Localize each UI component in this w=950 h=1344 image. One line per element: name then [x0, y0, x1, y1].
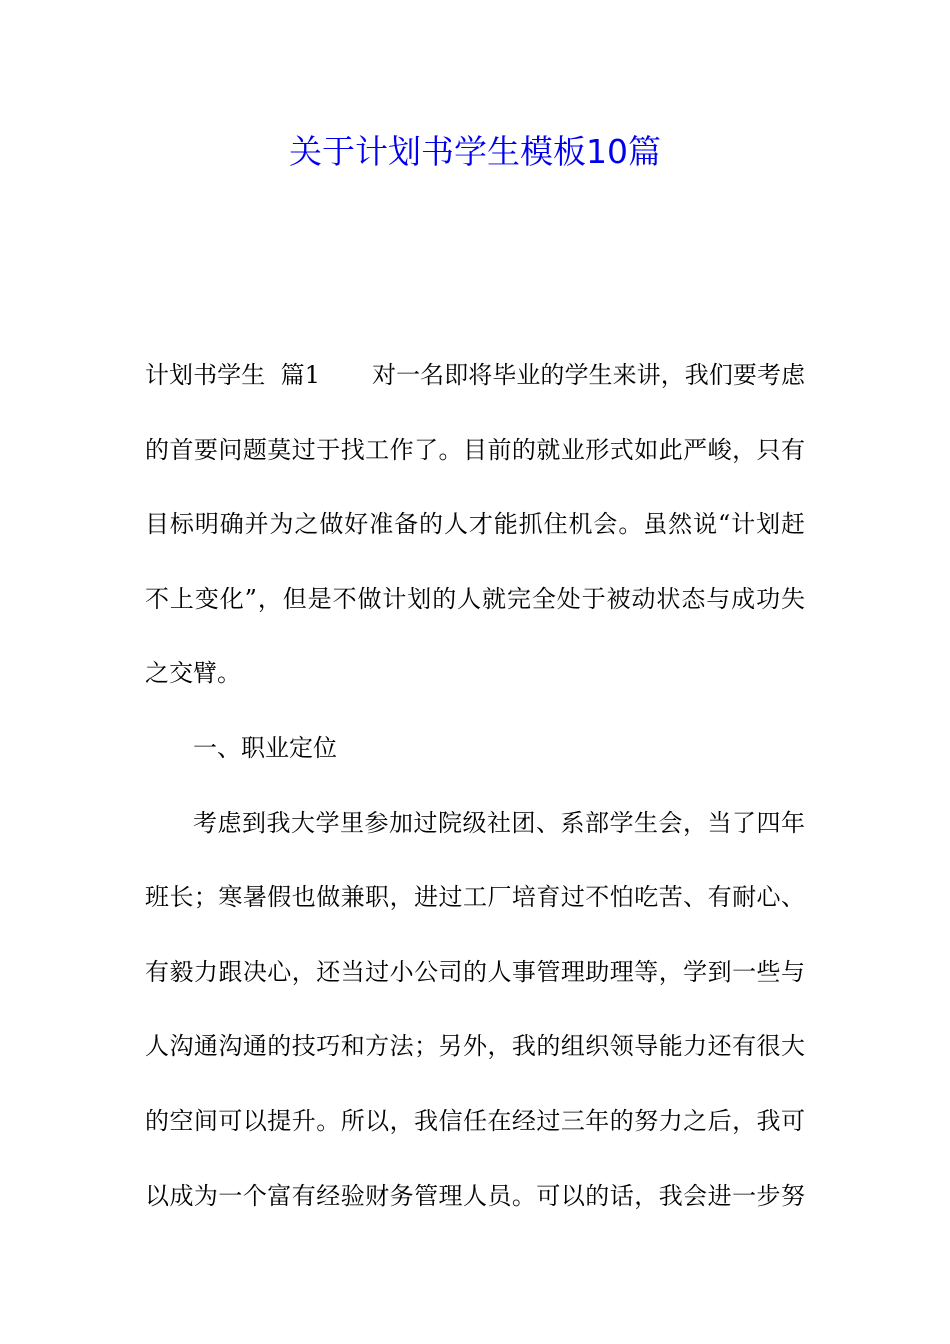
- subsection-heading: 一、职业定位: [193, 733, 337, 762]
- paragraph-line: 的首要问题莫过于找工作了。目前的就业形式如此严峻，只有: [145, 435, 805, 464]
- paragraph-line: 目标明确并为之做好准备的人才能抓住机会。虽然说“计划赶: [145, 510, 805, 539]
- paragraph-line: [145, 338, 805, 413]
- paragraph-line: 之交臂。: [145, 659, 241, 688]
- paragraph-line: 有毅力跟决心，还当过小公司的人事管理助理等，学到一些与: [145, 957, 805, 986]
- paragraph-line: 班长；寒暑假也做兼职，进过工厂培育过不怕吃苦、有耐心、: [145, 883, 805, 912]
- paragraph-line: 考虑到我大学里参加过院级社团、系部学生会，当了四年: [193, 808, 805, 837]
- paragraph-line: 以成为一个富有经验财务管理人员。可以的话，我会进一步努: [145, 1181, 805, 1210]
- section-heading: 计划书学生 篇1: [145, 361, 320, 389]
- paragraph-line: 不上变化”，但是不做计划的人就完全处于被动状态与成功失: [145, 584, 805, 613]
- document-title: 关于计划书学生模板10篇: [289, 132, 661, 171]
- paragraph-line: 人沟通沟通的技巧和方法；另外，我的组织领导能力还有很大: [145, 1032, 805, 1061]
- document-body: [145, 338, 805, 1233]
- paragraph-text: 对一名即将毕业的学生来讲，我们要考虑: [371, 361, 805, 389]
- paragraph-line: 的空间可以提升。所以，我信任在经过三年的努力之后，我可: [145, 1106, 805, 1135]
